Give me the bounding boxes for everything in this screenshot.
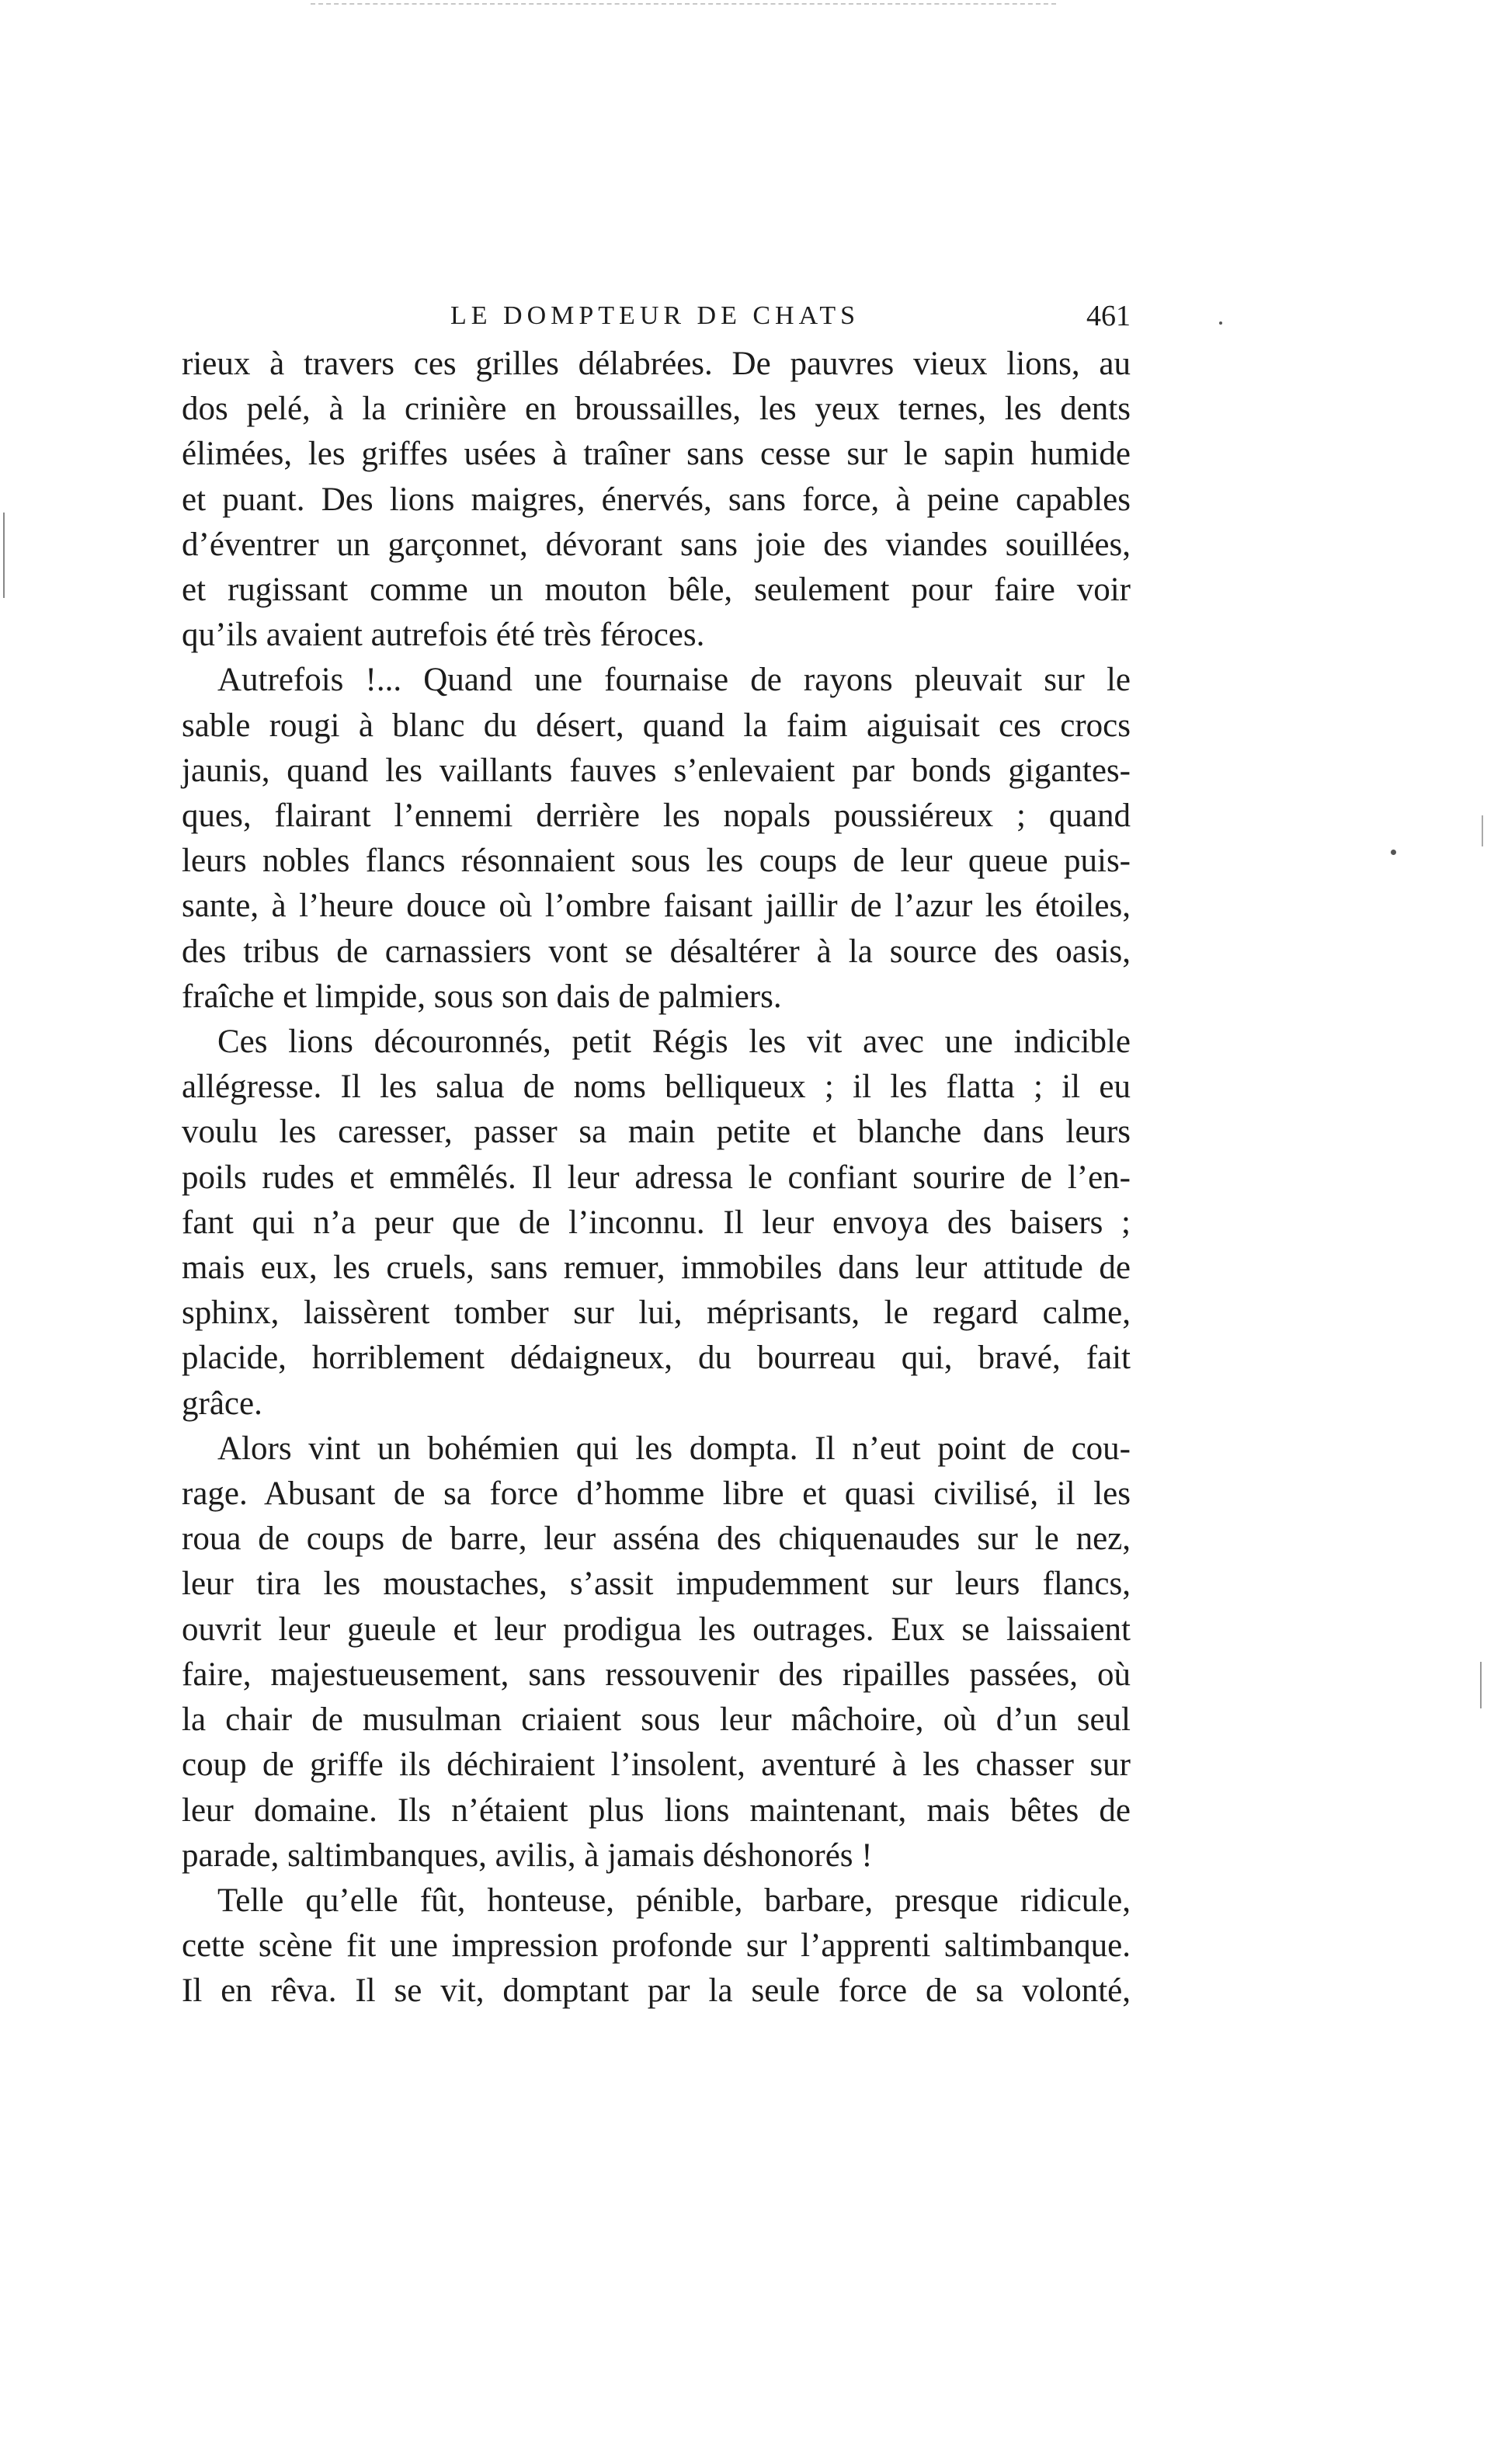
text-line: Alors vint un bohémien qui les dompta. Il n’eut point de cou-: [217, 1430, 1131, 1467]
text-line: la chair de musulman criaient sous leur mâchoire, où d’un seul: [182, 1701, 1131, 1739]
text-line: sphinx, laissèrent tomber sur lui, méprisants, le regard calme,: [182, 1295, 1131, 1332]
text-line: coup de griffe ils déchiraient l’insolent, aventuré à les chasser sur: [182, 1746, 1131, 1784]
text-line: et puant. Des lions maigres, énervés, sans force, à peine capables: [182, 481, 1131, 518]
text-line: leur tira les moustaches, s’assit impudemment sur leurs flancs,: [182, 1566, 1131, 1603]
text-line: placide, horriblement dédaigneux, du bourreau qui, bravé, fait: [182, 1340, 1131, 1377]
text-line: rieux à travers ces grilles délabrées. De pauvres vieux lions, au: [182, 346, 1131, 382]
text-line: leurs nobles flancs résonnaient sous les coups de leur queue puis-: [182, 843, 1131, 880]
text-line: Autrefois !... Quand une fournaise de rayons pleuvait sur le: [217, 662, 1131, 699]
text-line: dos pelé, à la crinière en broussailles, les yeux ternes, les dents: [182, 391, 1131, 428]
text-line: qu’ils avaient autrefois été très féroces.: [182, 617, 705, 654]
text-line: ques, flairant l’ennemi derrière les nopals poussiéreux ; quand: [182, 798, 1131, 835]
text-line: et rugissant comme un mouton bêle, seulement pour faire voir: [182, 572, 1131, 609]
text-line: parade, saltimbanques, avilis, à jamais déshonorés !: [182, 1837, 873, 1874]
text-line: allégresse. Il les salua de noms belliqueux ; il les flatta ; il eu: [182, 1069, 1131, 1106]
page-number: 461: [1086, 300, 1131, 332]
text-line: Telle qu’elle fût, honteuse, pénible, barbare, presque ridicule,: [217, 1882, 1131, 1919]
scan-margin-mark: [1480, 1662, 1482, 1708]
text-line: sante, à l’heure douce où l’ombre faisant jaillir de l’azur les étoiles,: [182, 888, 1131, 925]
text-line: leur domaine. Ils n’étaient plus lions maintenant, mais bêtes de: [182, 1792, 1131, 1829]
page-header: [182, 297, 1131, 335]
text-line: Il en rêva. Il se vit, domptant par la seule force de sa volonté,: [182, 1972, 1131, 2010]
text-line: ouvrit leur gueule et leur prodigua les outrages. Eux se laissaient: [182, 1611, 1131, 1648]
text-line: jaunis, quand les vaillants fauves s’enlevaient par bonds gigantes-: [182, 752, 1131, 789]
text-line: poils rudes et emmêlés. Il leur adressa le confiant sourire de l’en-: [182, 1159, 1131, 1196]
text-line: fraîche et limpide, sous son dais de palmiers.: [182, 978, 782, 1015]
text-line: Ces lions découronnés, petit Régis les vit avec une indicible: [217, 1023, 1131, 1061]
text-line: fant qui n’a peur que de l’inconnu. Il leur envoya des baisers ;: [182, 1204, 1131, 1241]
text-line: roua de coups de barre, leur asséna des chiquenaudes sur le nez,: [182, 1520, 1131, 1558]
scan-margin-mark: [3, 513, 5, 598]
scan-edge-line: [311, 3, 1056, 5]
text-line: grâce.: [182, 1385, 262, 1422]
text-line: mais eux, les cruels, sans remuer, immobiles dans leur attitude de: [182, 1249, 1131, 1287]
text-line: cette scène fit une impression profonde sur l’apprenti saltimbanque.: [182, 1927, 1131, 1965]
text-line: voulu les caresser, passer sa main petite et blanche dans leurs: [182, 1114, 1131, 1151]
text-line: d’éventrer un garçonnet, dévorant sans joie des viandes souillées,: [182, 526, 1131, 563]
scan-speck: [1391, 850, 1396, 855]
text-line: élimées, les griffes usées à traîner sans cesse sur le sapin humide: [182, 436, 1131, 473]
running-title: LE DOMPTEUR DE CHATS: [450, 301, 860, 330]
scan-speck: [1219, 321, 1222, 325]
scan-margin-mark: [1482, 815, 1483, 846]
text-line: faire, majestueusement, sans ressouvenir des ripailles passées, où: [182, 1656, 1131, 1693]
text-line: rage. Abusant de sa force d’homme libre et quasi civilisé, il les: [182, 1475, 1131, 1513]
text-line: sable rougi à blanc du désert, quand la faim aiguisait ces crocs: [182, 707, 1131, 744]
body-text: [182, 342, 1131, 2014]
text-line: des tribus de carnassiers vont se désaltérer à la source des oasis,: [182, 933, 1131, 970]
